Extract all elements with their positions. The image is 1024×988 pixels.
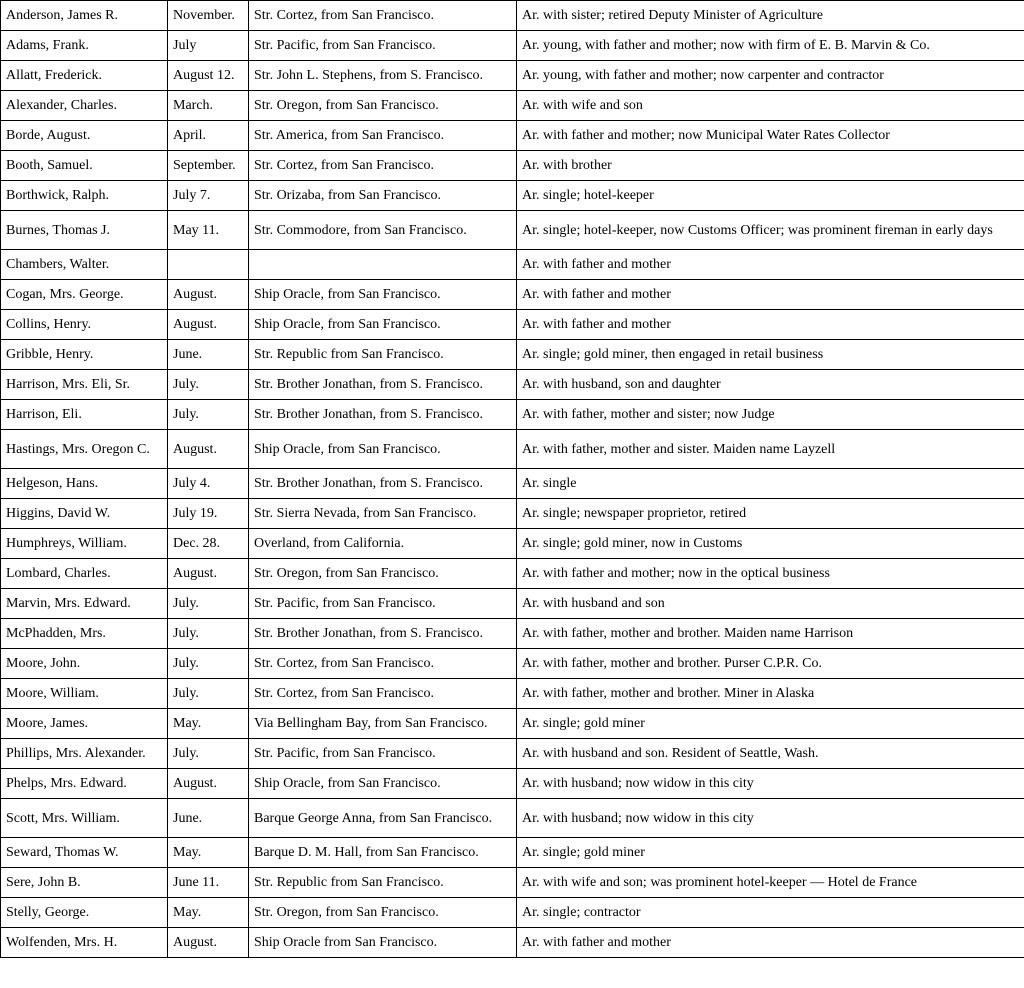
cell-vessel: Str. Oregon, from San Francisco. — [249, 559, 517, 589]
cell-vessel: Ship Oracle, from San Francisco. — [249, 769, 517, 799]
table-row — [1, 559, 1024, 589]
cell-arrival-date: July. — [168, 619, 249, 649]
cell-vessel: Barque D. M. Hall, from San Francisco. — [249, 838, 517, 868]
table-row — [1, 211, 1024, 250]
table-row — [1, 769, 1024, 799]
cell-arrival-date: August. — [168, 559, 249, 589]
cell-name: Burnes, Thomas J. — [1, 211, 168, 250]
cell-remarks: Ar. with father, mother and brother. Maiden name Harrison — [517, 619, 1024, 649]
cell-name: Hastings, Mrs. Oregon C. — [1, 430, 168, 469]
cell-remarks: Ar. single; gold miner, now in Customs — [517, 529, 1024, 559]
table-row — [1, 838, 1024, 868]
cell-vessel: Barque George Anna, from San Francisco. — [249, 799, 517, 838]
cell-arrival-date: July. — [168, 679, 249, 709]
cell-vessel: Str. Cortez, from San Francisco. — [249, 1, 517, 31]
cell-vessel: Str. Republic from San Francisco. — [249, 340, 517, 370]
cell-vessel: Str. Oregon, from San Francisco. — [249, 91, 517, 121]
cell-vessel: Str. Cortez, from San Francisco. — [249, 649, 517, 679]
cell-vessel: Ship Oracle, from San Francisco. — [249, 310, 517, 340]
table-row — [1, 370, 1024, 400]
cell-arrival-date: July 7. — [168, 181, 249, 211]
cell-name: Moore, John. — [1, 649, 168, 679]
table-row — [1, 649, 1024, 679]
cell-remarks: Ar. with father and mother — [517, 928, 1024, 958]
cell-vessel: Via Bellingham Bay, from San Francisco. — [249, 709, 517, 739]
cell-arrival-date: June. — [168, 799, 249, 838]
cell-remarks: Ar. with father, mother and sister; now Judge — [517, 400, 1024, 430]
cell-vessel: Str. Pacific, from San Francisco. — [249, 31, 517, 61]
cell-vessel: Ship Oracle, from San Francisco. — [249, 430, 517, 469]
cell-remarks: Ar. with father and mother — [517, 280, 1024, 310]
cell-remarks: Ar. single; gold miner — [517, 838, 1024, 868]
cell-arrival-date: July. — [168, 370, 249, 400]
table-body — [1, 1, 1024, 958]
cell-name: Seward, Thomas W. — [1, 838, 168, 868]
cell-name: Harrison, Eli. — [1, 400, 168, 430]
cell-remarks: Ar. with father and mother — [517, 250, 1024, 280]
cell-arrival-date: August. — [168, 310, 249, 340]
table-row — [1, 739, 1024, 769]
cell-remarks: Ar. single; hotel-keeper, now Customs Officer; was prominent fireman in early days — [517, 211, 1024, 250]
cell-vessel: Str. Cortez, from San Francisco. — [249, 679, 517, 709]
cell-vessel: Str. Commodore, from San Francisco. — [249, 211, 517, 250]
cell-vessel: Str. Republic from San Francisco. — [249, 868, 517, 898]
cell-name: Moore, James. — [1, 709, 168, 739]
cell-name: Chambers, Walter. — [1, 250, 168, 280]
table-row — [1, 589, 1024, 619]
table-row — [1, 31, 1024, 61]
cell-arrival-date: June 11. — [168, 868, 249, 898]
cell-vessel: Str. Brother Jonathan, from S. Francisco. — [249, 400, 517, 430]
cell-arrival-date: May. — [168, 898, 249, 928]
cell-name: Gribble, Henry. — [1, 340, 168, 370]
cell-name: Sere, John B. — [1, 868, 168, 898]
cell-remarks: Ar. with father and mother; now Municipal Water Rates Collector — [517, 121, 1024, 151]
cell-name: Marvin, Mrs. Edward. — [1, 589, 168, 619]
table-row — [1, 928, 1024, 958]
cell-remarks: Ar. with father, mother and brother. Miner in Alaska — [517, 679, 1024, 709]
cell-vessel: Ship Oracle from San Francisco. — [249, 928, 517, 958]
cell-remarks: Ar. with father and mother; now in the optical business — [517, 559, 1024, 589]
cell-remarks: Ar. with brother — [517, 151, 1024, 181]
cell-arrival-date: August 12. — [168, 61, 249, 91]
cell-arrival-date: July 4. — [168, 469, 249, 499]
table-row — [1, 430, 1024, 469]
cell-arrival-date: May. — [168, 709, 249, 739]
cell-remarks: Ar. single; hotel-keeper — [517, 181, 1024, 211]
cell-arrival-date — [168, 250, 249, 280]
cell-arrival-date: July 19. — [168, 499, 249, 529]
cell-vessel: Str. John L. Stephens, from S. Francisco. — [249, 61, 517, 91]
cell-remarks: Ar. with husband and son. Resident of Seattle, Wash. — [517, 739, 1024, 769]
cell-name: Wolfenden, Mrs. H. — [1, 928, 168, 958]
cell-remarks: Ar. with father, mother and sister. Maiden name Layzell — [517, 430, 1024, 469]
cell-arrival-date: May 11. — [168, 211, 249, 250]
cell-name: Phelps, Mrs. Edward. — [1, 769, 168, 799]
table-row — [1, 400, 1024, 430]
cell-name: Borthwick, Ralph. — [1, 181, 168, 211]
cell-remarks: Ar. with sister; retired Deputy Minister of Agriculture — [517, 1, 1024, 31]
table-row — [1, 340, 1024, 370]
cell-arrival-date: July. — [168, 589, 249, 619]
cell-remarks: Ar. with wife and son; was prominent hotel-keeper — Hotel de France — [517, 868, 1024, 898]
cell-arrival-date: September. — [168, 151, 249, 181]
cell-remarks: Ar. single; contractor — [517, 898, 1024, 928]
table-row — [1, 250, 1024, 280]
table-row — [1, 529, 1024, 559]
cell-remarks: Ar. young, with father and mother; now carpenter and contractor — [517, 61, 1024, 91]
cell-name: Allatt, Frederick. — [1, 61, 168, 91]
table-row — [1, 799, 1024, 838]
cell-name: Harrison, Mrs. Eli, Sr. — [1, 370, 168, 400]
table-row — [1, 469, 1024, 499]
cell-remarks: Ar. with husband and son — [517, 589, 1024, 619]
cell-remarks: Ar. with husband; now widow in this city — [517, 769, 1024, 799]
cell-vessel: Str. Brother Jonathan, from S. Francisco. — [249, 370, 517, 400]
cell-name: Moore, William. — [1, 679, 168, 709]
cell-arrival-date: June. — [168, 340, 249, 370]
cell-remarks: Ar. single; gold miner, then engaged in retail business — [517, 340, 1024, 370]
cell-vessel: Ship Oracle, from San Francisco. — [249, 280, 517, 310]
cell-vessel: Overland, from California. — [249, 529, 517, 559]
table-row — [1, 310, 1024, 340]
cell-arrival-date: July. — [168, 649, 249, 679]
cell-remarks: Ar. with husband, son and daughter — [517, 370, 1024, 400]
cell-remarks: Ar. young, with father and mother; now with firm of E. B. Marvin & Co. — [517, 31, 1024, 61]
cell-arrival-date: August. — [168, 928, 249, 958]
table-row — [1, 280, 1024, 310]
cell-name: McPhadden, Mrs. — [1, 619, 168, 649]
cell-name: Helgeson, Hans. — [1, 469, 168, 499]
cell-arrival-date: July. — [168, 739, 249, 769]
table-row — [1, 619, 1024, 649]
cell-name: Scott, Mrs. William. — [1, 799, 168, 838]
cell-vessel: Str. Brother Jonathan, from S. Francisco. — [249, 619, 517, 649]
cell-remarks: Ar. single; newspaper proprietor, retired — [517, 499, 1024, 529]
cell-name: Booth, Samuel. — [1, 151, 168, 181]
cell-name: Stelly, George. — [1, 898, 168, 928]
cell-arrival-date: May. — [168, 838, 249, 868]
cell-name: Alexander, Charles. — [1, 91, 168, 121]
table-row — [1, 91, 1024, 121]
cell-vessel: Str. Orizaba, from San Francisco. — [249, 181, 517, 211]
cell-arrival-date: August. — [168, 769, 249, 799]
table-row — [1, 61, 1024, 91]
cell-name: Humphreys, William. — [1, 529, 168, 559]
cell-name: Lombard, Charles. — [1, 559, 168, 589]
table-row — [1, 181, 1024, 211]
cell-vessel: Str. Brother Jonathan, from S. Francisco. — [249, 469, 517, 499]
cell-vessel: Str. Sierra Nevada, from San Francisco. — [249, 499, 517, 529]
cell-vessel: Str. Cortez, from San Francisco. — [249, 151, 517, 181]
cell-vessel: Str. Pacific, from San Francisco. — [249, 739, 517, 769]
table-row — [1, 868, 1024, 898]
cell-name: Adams, Frank. — [1, 31, 168, 61]
cell-arrival-date: March. — [168, 91, 249, 121]
cell-arrival-date: July. — [168, 400, 249, 430]
cell-name: Collins, Henry. — [1, 310, 168, 340]
cell-name: Borde, August. — [1, 121, 168, 151]
cell-arrival-date: August. — [168, 280, 249, 310]
cell-remarks: Ar. with father, mother and brother. Purser C.P.R. Co. — [517, 649, 1024, 679]
cell-vessel — [249, 250, 517, 280]
cell-arrival-date: April. — [168, 121, 249, 151]
table-row — [1, 679, 1024, 709]
table-row — [1, 898, 1024, 928]
cell-name: Higgins, David W. — [1, 499, 168, 529]
cell-name: Anderson, James R. — [1, 1, 168, 31]
cell-arrival-date: Dec. 28. — [168, 529, 249, 559]
cell-remarks: Ar. with wife and son — [517, 91, 1024, 121]
cell-vessel: Str. Oregon, from San Francisco. — [249, 898, 517, 928]
table-row — [1, 151, 1024, 181]
cell-name: Phillips, Mrs. Alexander. — [1, 739, 168, 769]
cell-remarks: Ar. single — [517, 469, 1024, 499]
cell-arrival-date: November. — [168, 1, 249, 31]
cell-vessel: Str. Pacific, from San Francisco. — [249, 589, 517, 619]
cell-arrival-date: August. — [168, 430, 249, 469]
table-row — [1, 499, 1024, 529]
cell-remarks: Ar. with father and mother — [517, 310, 1024, 340]
cell-remarks: Ar. single; gold miner — [517, 709, 1024, 739]
table-row — [1, 1, 1024, 31]
cell-remarks: Ar. with husband; now widow in this city — [517, 799, 1024, 838]
cell-vessel: Str. America, from San Francisco. — [249, 121, 517, 151]
table-row — [1, 121, 1024, 151]
cell-name: Cogan, Mrs. George. — [1, 280, 168, 310]
cell-arrival-date: July — [168, 31, 249, 61]
table-row — [1, 709, 1024, 739]
